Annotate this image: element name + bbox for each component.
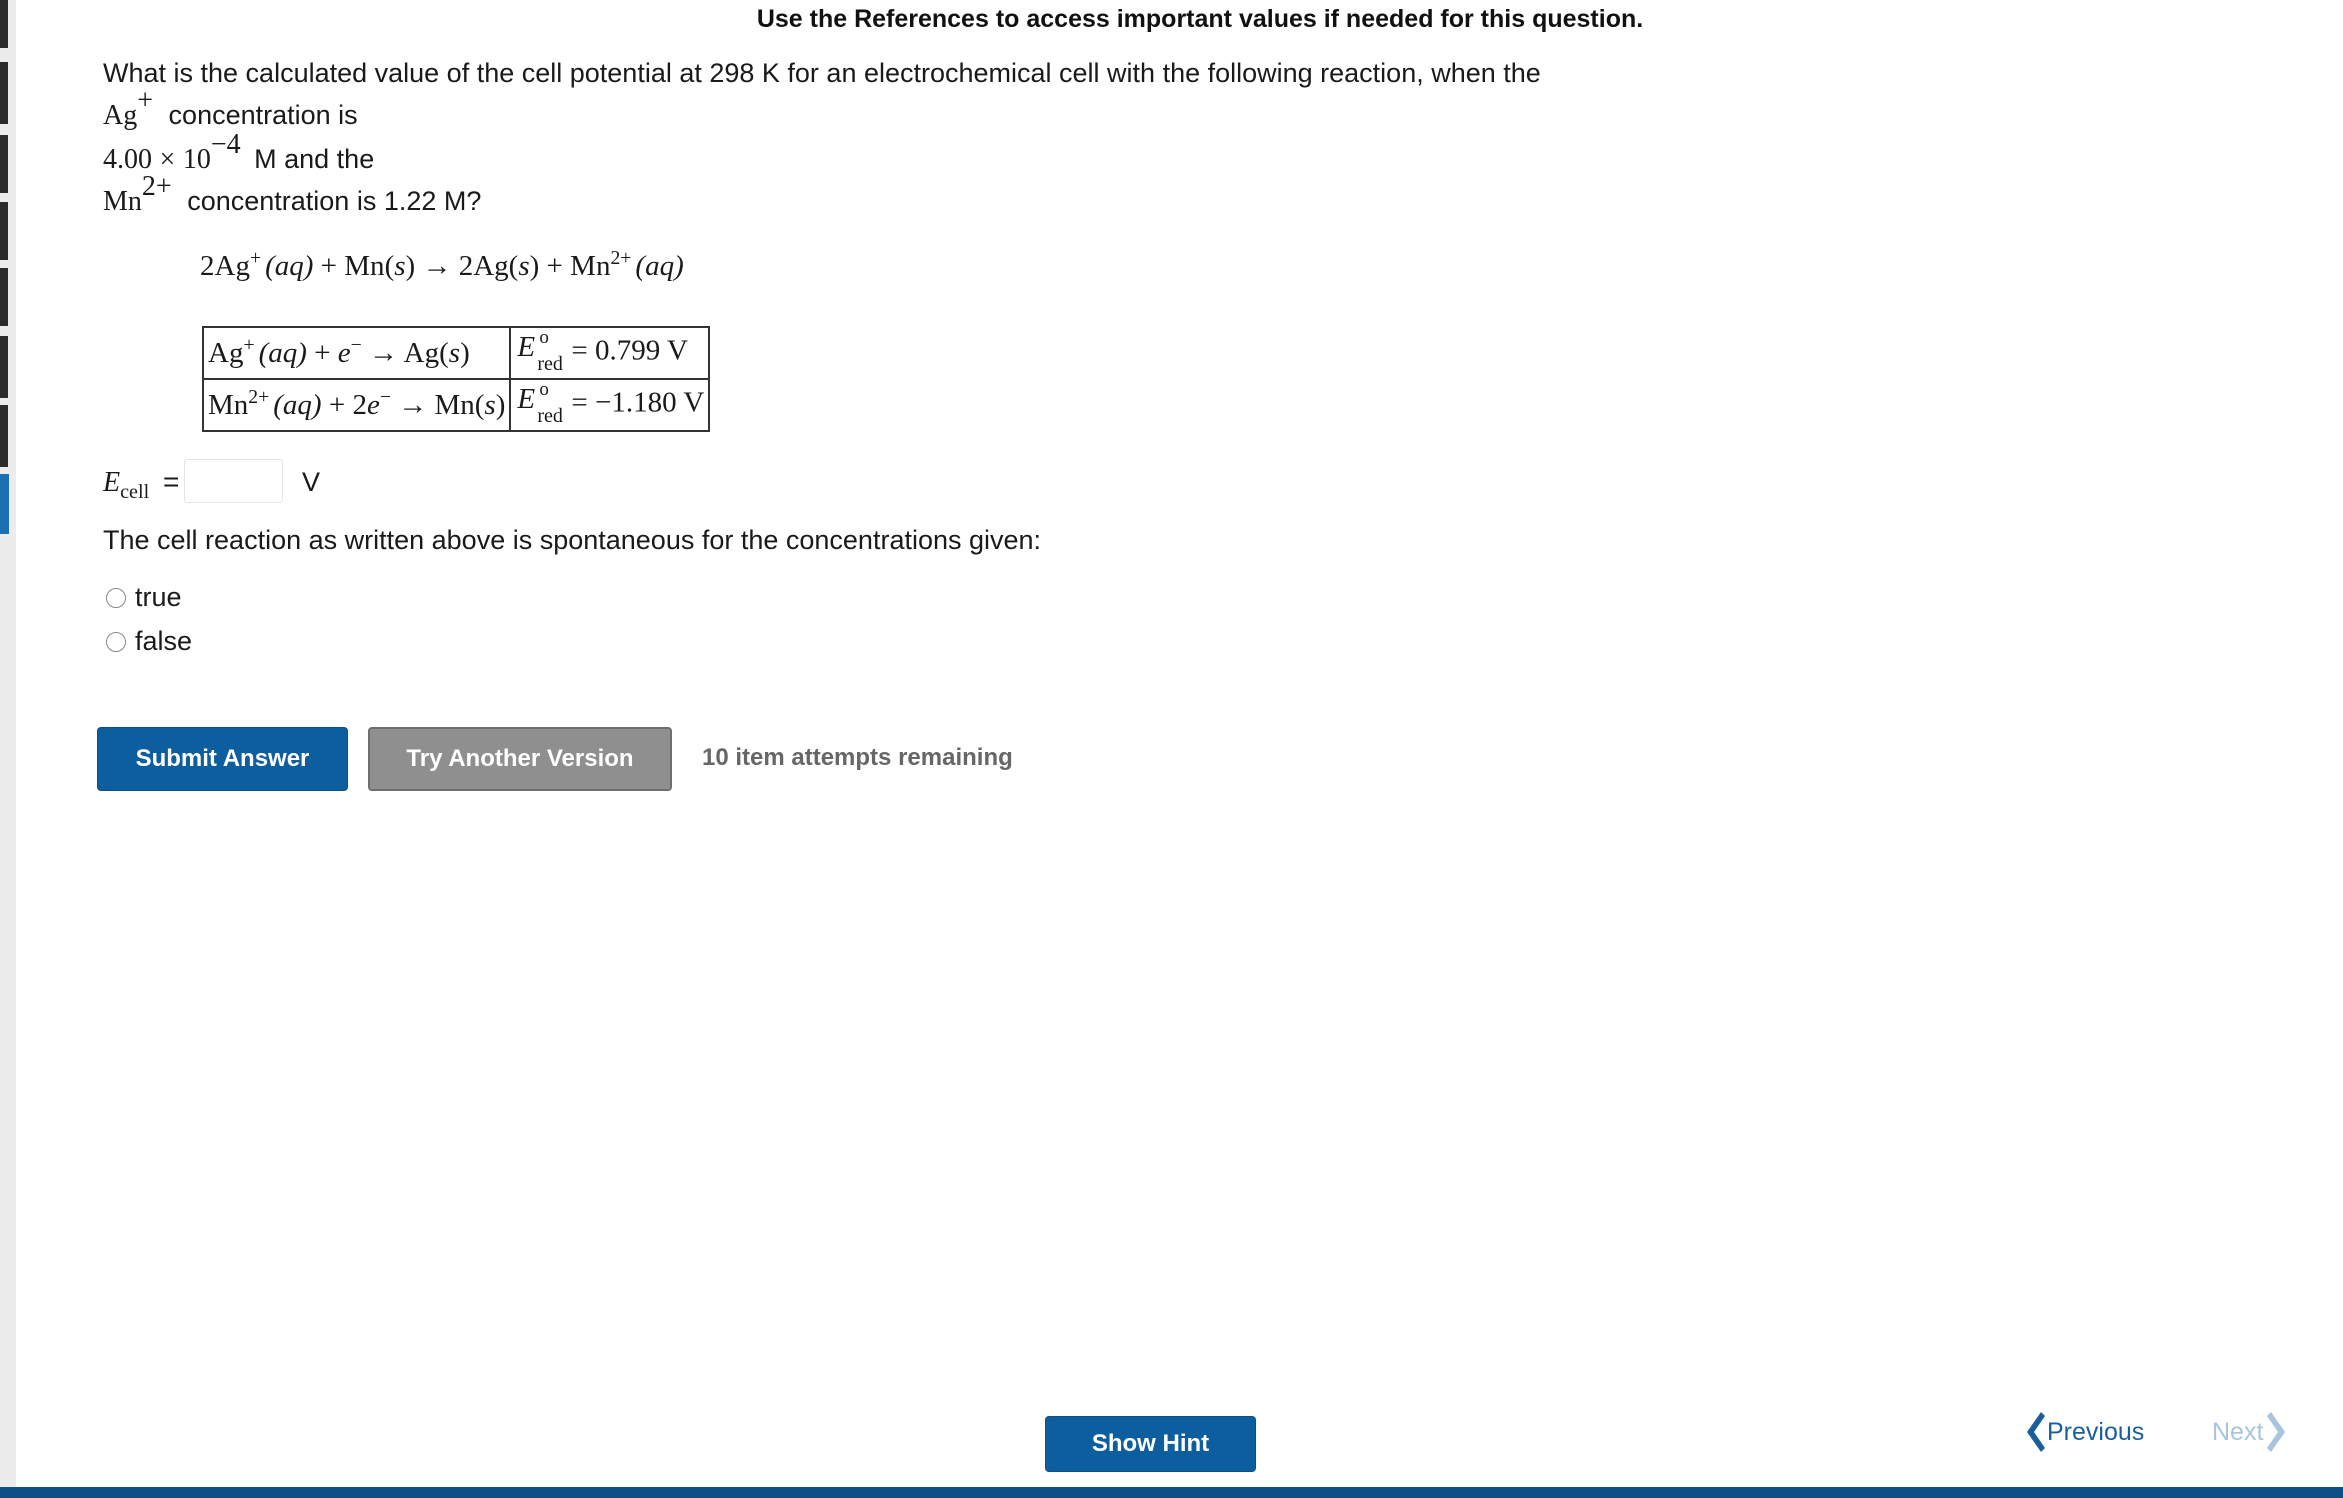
radio-option-false[interactable] bbox=[106, 626, 192, 657]
reaction-solid: s bbox=[518, 250, 530, 282]
previous-label: Previous bbox=[2047, 1417, 2145, 1446]
reaction-coef: 2 bbox=[200, 250, 215, 282]
molar-text: M and the bbox=[254, 144, 375, 174]
radio-label: false bbox=[135, 626, 193, 656]
reaction-solid: s bbox=[394, 250, 406, 282]
question-line-4 bbox=[103, 170, 482, 218]
reaction-plus: + bbox=[320, 250, 338, 282]
radio-option-true[interactable] bbox=[106, 582, 182, 613]
question-text: What is the calculated value of the cell potential at 298 K for an electrochemical cell with the following reaction, when the bbox=[103, 58, 1541, 88]
reaction-mn-charge: 2+ bbox=[610, 247, 632, 270]
e-red-symbol: E o red bbox=[517, 379, 563, 427]
strip-tab-4[interactable] bbox=[0, 202, 8, 260]
reaction-ag-charge: + bbox=[249, 247, 262, 270]
strip-tab-5[interactable] bbox=[0, 268, 8, 326]
e-red-symbol: E o red bbox=[517, 327, 563, 375]
potential-value: = −1.180 V bbox=[571, 386, 705, 419]
conc-mantissa: 4.00 bbox=[103, 144, 152, 175]
chevron-left-icon bbox=[2023, 1410, 2045, 1454]
strip-tab-7[interactable] bbox=[0, 405, 8, 467]
half-reaction-equation: Ag+ (aq) + e− → Ag(s) bbox=[203, 327, 510, 379]
reaction-mn: Mn bbox=[344, 250, 385, 282]
next-link[interactable] bbox=[2212, 1410, 2289, 1454]
ecell-input[interactable] bbox=[184, 459, 283, 503]
radio-button[interactable] bbox=[106, 632, 126, 652]
half-reaction-row bbox=[203, 379, 709, 431]
question-line-1 bbox=[103, 58, 1541, 89]
show-hint-button[interactable]: Show Hint bbox=[1045, 1416, 1256, 1472]
reaction-aq: (aq) bbox=[265, 250, 314, 282]
radio-button[interactable] bbox=[106, 588, 126, 608]
half-reactions-table bbox=[202, 326, 710, 432]
conc-exponent: −4 bbox=[210, 128, 241, 160]
reaction-paren: ) bbox=[529, 250, 540, 282]
reaction-arrow: → bbox=[422, 250, 452, 282]
try-another-version-button[interactable]: Try Another Version bbox=[368, 727, 672, 791]
ag-charge: + bbox=[137, 84, 154, 116]
times-sign: × bbox=[159, 144, 176, 175]
spontaneous-prompt: The cell reaction as written above is spontaneous for the concentrations given: bbox=[103, 525, 1042, 555]
reaction-aq2: (aq) bbox=[635, 250, 684, 282]
attempts-remaining: 10 item attempts remaining bbox=[702, 744, 1013, 771]
reaction-paren: ) bbox=[405, 250, 416, 282]
left-navigation-strip bbox=[0, 0, 16, 1498]
potential-value: = 0.799 V bbox=[571, 334, 688, 367]
half-reaction-potential bbox=[510, 379, 709, 431]
mn-charge: 2+ bbox=[141, 170, 172, 202]
chevron-right-icon bbox=[2267, 1410, 2289, 1454]
strip-tab-2[interactable] bbox=[0, 62, 8, 124]
strip-tab-active[interactable] bbox=[0, 474, 9, 534]
references-note: Use the References to access important values if needed for this question. bbox=[756, 5, 1644, 33]
half-reaction-row bbox=[203, 327, 709, 379]
half-reaction-potential bbox=[510, 327, 709, 379]
reaction-ag: Ag bbox=[214, 250, 250, 282]
ag-species: Ag bbox=[103, 100, 138, 131]
next-label: Next bbox=[2212, 1417, 2264, 1446]
reaction-paren: ( bbox=[384, 250, 395, 282]
strip-tab-6[interactable] bbox=[0, 336, 8, 398]
reaction-ag2: Ag bbox=[473, 250, 509, 282]
bottom-bar bbox=[0, 1487, 2343, 1498]
reaction-paren: ( bbox=[508, 250, 519, 282]
reaction-mn2: Mn bbox=[570, 250, 611, 282]
overall-reaction bbox=[200, 247, 684, 283]
submit-answer-button[interactable]: Submit Answer bbox=[97, 727, 348, 791]
mn-concentration-text: concentration is 1.22 M? bbox=[187, 186, 482, 216]
reaction-plus: + bbox=[546, 250, 563, 282]
conc-base: 10 bbox=[182, 144, 211, 175]
strip-tab-3[interactable] bbox=[0, 135, 8, 193]
half-reaction-equation: $Mn^{2+}$ (aq) + 2e− → Mn(s) bbox=[203, 379, 510, 431]
concentration-text: concentration is bbox=[168, 100, 358, 130]
ecell-label: $E_{cell}$ = bbox=[103, 466, 180, 504]
mn-species: Mn bbox=[103, 186, 142, 217]
ecell-unit: V bbox=[302, 467, 321, 497]
radio-label: true bbox=[135, 582, 182, 612]
question-line-2 bbox=[103, 84, 358, 132]
previous-link[interactable] bbox=[2023, 1410, 2144, 1454]
reaction-coef2: 2 bbox=[458, 250, 474, 282]
